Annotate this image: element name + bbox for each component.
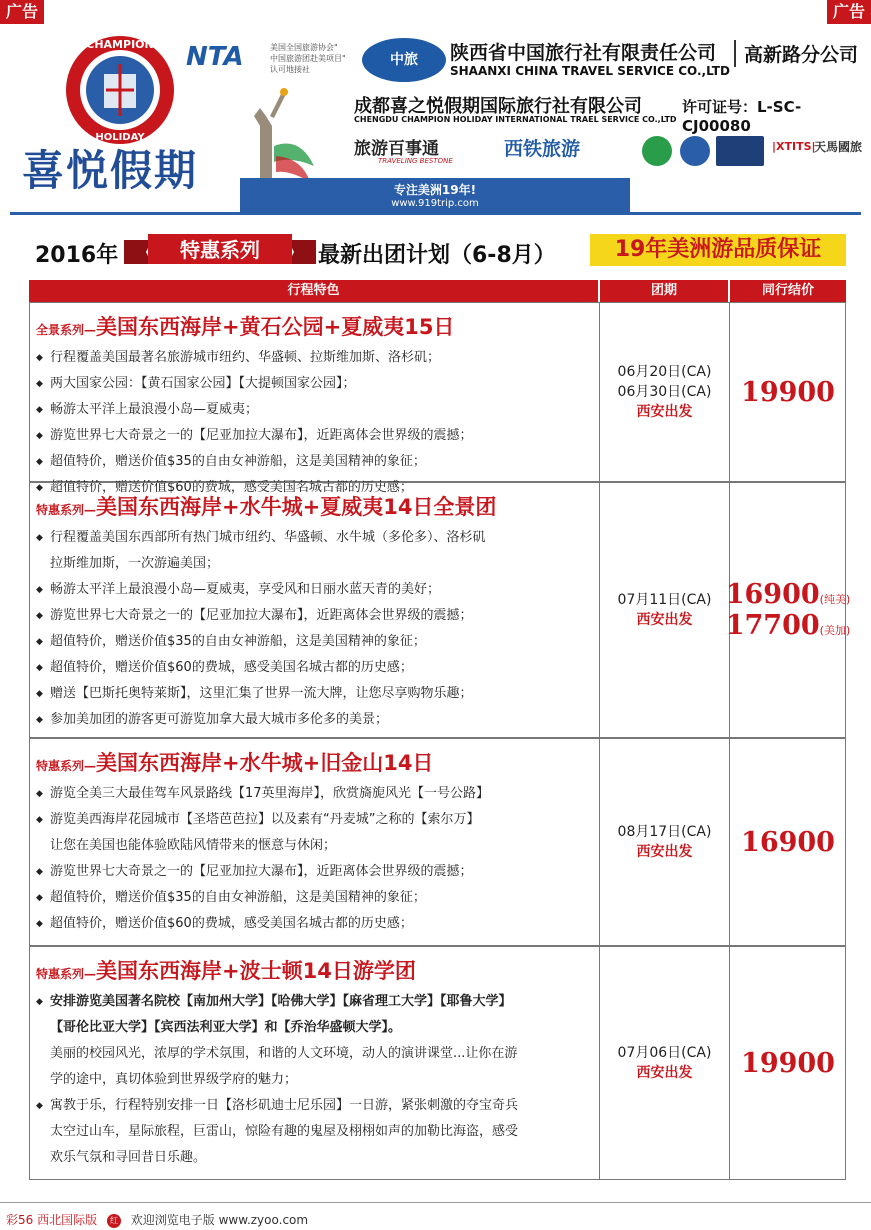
partner-xtits: |XTITS| — [772, 140, 816, 153]
tour-dates — [600, 483, 730, 737]
column-header-dates: 团期 — [600, 280, 728, 302]
cts-emblem: 中旅 — [362, 38, 446, 82]
tour-feature-line: ◆ 安排游览美国著名院校【南加州大学】【哈佛大学】【麻省理工大学】【耶鲁大学】 — [36, 989, 593, 1015]
footer — [6, 1211, 308, 1228]
slogan-url: www.919trip.com — [391, 198, 479, 209]
tour-feature-continuation: 拉斯维加斯，一次游遍美国； — [50, 556, 220, 571]
tour-feature-line: ◆ 游览美西海岸花园城市【圣塔芭芭拉】以及素有“丹麦城”之称的【索尔万】 — [36, 807, 593, 833]
tour-price: 19900 — [741, 376, 835, 408]
footer-divider — [0, 1202, 871, 1203]
ad-label-left: 广告 — [0, 0, 44, 24]
slogan-bar — [240, 178, 630, 214]
tour-feature-line: ◆ 寓教于乐，行程特别安排一日【洛杉矶迪士尼乐园】一日游，紧张刺激的夺宝奇兵 — [36, 1093, 593, 1119]
partner-tianma: 天馬國旅 — [814, 140, 863, 154]
nta-line3: 认可地接社 — [270, 65, 310, 74]
nta-line1: 美国全国旅游协会" — [270, 43, 338, 52]
tour-features — [30, 739, 600, 945]
tour-feature-line: ◆ 行程覆盖美国最著名旅游城市纽约、华盛顿、拉斯维加斯、洛杉矶； — [36, 345, 593, 371]
nta-line2: 中国旅游团赴美项目" — [270, 54, 346, 63]
tour-departure: 西安出发 — [636, 612, 693, 628]
tour-feature-continuation: 太空过山车，星际旅程，巨雷山，惊险有趣的鬼屋及栩栩如声的加勒比海盗，感受 — [50, 1124, 519, 1139]
tour-date: 08月17日(CA) — [617, 824, 712, 840]
license-number: 许可证号：L-SC-CJ00080 — [682, 98, 802, 135]
tour-price-note: (纯美) — [819, 593, 851, 606]
tour-series: 特惠系列— — [36, 759, 97, 773]
tour-name: 美国东西海岸+水牛城+夏威夷14日全景团 — [96, 495, 497, 519]
page-number: 彩56 — [6, 1213, 34, 1227]
tour-price: 19900 — [741, 1047, 835, 1079]
tour-feature-continuation: 【哥伦比亚大学】【宾西法利亚大学】和【乔治华盛顿大学】。 — [50, 1020, 402, 1035]
tour-feature-line: ◆ 游览世界七大奇景之一的【尼亚加拉大瀑布】，近距离体会世界级的震撼； — [36, 423, 593, 449]
slogan-text: 专注美洲19年! — [393, 183, 477, 197]
partner-logo-green-icon — [642, 136, 672, 166]
tour-feature-line: ◆ 超值特价，赠送价值$35的自由女神游船，这是美国精神的象征； — [36, 449, 593, 475]
partner-btbt-sub: TRAVELING BESTONE — [378, 157, 453, 165]
tour-price-cell — [730, 947, 846, 1179]
nta-description — [270, 42, 360, 75]
tour-price-option — [726, 610, 851, 641]
tour-price-cell — [730, 303, 846, 481]
heading-year: 2016年 — [35, 243, 119, 268]
ribbon-label: 特惠系列 — [180, 238, 260, 262]
tour-feature-line: ◆ 游览世界七大奇景之一的【尼亚加拉大瀑布】，近距离体会世界级的震撼； — [36, 603, 593, 629]
tour-title — [36, 747, 593, 777]
tour-series: 全景系列— — [36, 323, 97, 337]
logo-ring-top: CHAMPION — [86, 38, 154, 51]
tour-feature-line: ◆ 超值特价，赠送价值$60的费城，感受美国名城古都的历史感； — [36, 911, 593, 937]
tour-feature-line: ◆ 赠送【巴斯托奥特莱斯】，这里汇集了世界一流大牌，让您尽享购物乐趣； — [36, 681, 593, 707]
tour-feature-continuation: 让您在美国也能体验欧陆风情带来的惬意与休闲； — [50, 838, 337, 853]
tour-features — [30, 483, 600, 737]
statue-of-liberty-icon — [210, 86, 320, 186]
tour-row — [29, 302, 846, 495]
heading-plan: 最新出团计划（6-8月） — [318, 243, 556, 268]
tour-series: 特惠系列— — [36, 967, 97, 981]
tour-date: 06月20日(CA) — [617, 364, 712, 380]
tour-feature-paragraph: 美丽的校园风光，浓厚的学术氛围，和谐的人文环境，动人的演讲课堂...让你在游 — [50, 1046, 518, 1061]
tour-date: 07月06日(CA) — [617, 1045, 712, 1061]
tour-feature-line: ◆ 游览全美三大最佳驾车风景路线【17英里海岸】，欣赏旖旎风光【一号公路】 — [36, 781, 593, 807]
tour-date: 06月30日(CA) — [617, 384, 712, 400]
tour-name: 美国东西海岸+黄石公园+夏威夷15日 — [96, 315, 455, 339]
tour-dates — [600, 739, 730, 945]
tour-feature-line: ◆ 超值特价，赠送价值$60的费城，感受美国名城古都的历史感； — [36, 655, 593, 681]
brand-title: 喜悦假期 — [22, 146, 199, 195]
tour-feature-line: ◆ 畅游太平洋上最浪漫小岛—夏威夷； — [36, 397, 593, 423]
column-header-features: 行程特色 — [29, 280, 598, 302]
tour-feature-line: ◆ 两大国家公园：【黄石国家公园】【大提顿国家公园】； — [36, 371, 593, 397]
tour-price-note: (美加) — [819, 624, 851, 637]
tour-feature-line: ◆ 超值特价，赠送价值$60的费城，感受美国名城古都的历史感； — [36, 475, 593, 501]
tour-departure: 西安出发 — [636, 404, 693, 420]
logo-ring-bottom: HOLIDAY — [95, 132, 145, 143]
tour-price-cell — [725, 483, 851, 737]
tour-dates — [600, 947, 730, 1179]
tour-features — [30, 947, 600, 1179]
badge-icon: 红 — [107, 1214, 121, 1228]
tour-price: 16900 — [725, 579, 820, 610]
tour-row — [29, 738, 846, 946]
tour-feature-line: ◆ 超值特价，赠送价值$35的自由女神游船，这是美国精神的象征； — [36, 629, 593, 655]
tour-series: 特惠系列— — [36, 503, 97, 517]
tour-feature-continuation: 欢乐气氛和寻回昔日乐趣。 — [50, 1150, 207, 1165]
tour-feature-line: ◆ 游览世界七大奇景之一的【尼亚加拉大瀑布】，近距离体会世界级的震撼； — [36, 859, 593, 885]
chengdu-name-en: CHENGDU CHAMPION HOLIDAY INTERNATIONAL TRAEL SERVICE CO.,LTD — [354, 115, 677, 124]
cts-name-cn: 陕西省中国旅行社有限责任公司 — [450, 42, 717, 64]
tour-title — [36, 311, 593, 341]
tour-price-option — [726, 579, 851, 610]
tour-price-cell — [730, 739, 846, 945]
ad-label-right: 广告 — [827, 0, 871, 24]
nta-logo — [186, 38, 356, 82]
tour-title — [36, 491, 593, 521]
cts-name-en: SHAANXI CHINA TRAVEL SERVICE CO.,LTD — [450, 64, 730, 78]
branch-name: 高新路分公司 — [734, 40, 858, 67]
tour-row — [29, 946, 846, 1180]
tour-date: 07月11日(CA) — [617, 592, 712, 608]
tour-title — [36, 955, 593, 985]
header-divider — [10, 212, 861, 215]
tour-departure: 西安出发 — [636, 1065, 693, 1081]
tour-feature-line: ◆ 超值特价，赠送价值$35的自由女神游船，这是美国精神的象征； — [36, 885, 593, 911]
nta-mark: NTA — [186, 42, 244, 72]
tour-feature-line: ◆ 行程覆盖美国东西部所有热门城市纽约、华盛顿、水牛城（多伦多）、洛杉矶 — [36, 525, 593, 551]
section-name: 西北国际版 — [37, 1213, 98, 1227]
tour-feature-line: ◆ 参加美加团的游客更可游览加拿大最大城市多伦多的美景； — [36, 707, 593, 733]
column-header-price: 同行结价 — [730, 280, 846, 302]
tour-feature-paragraph: 学的途中，真切体验到世界级学府的魅力； — [50, 1072, 298, 1087]
chengdu-name-cn: 成都喜之悦假期国际旅行社有限公司 — [354, 96, 642, 117]
tour-name: 美国东西海岸+水牛城+旧金山14日 — [96, 751, 434, 775]
tour-features — [30, 303, 600, 495]
footer-text: 欢迎浏览电子版 www.zyoo.com — [130, 1213, 309, 1227]
tour-price: 17700 — [725, 610, 820, 641]
tour-name: 美国东西海岸+波士顿14日游学团 — [96, 959, 416, 983]
tour-row — [29, 482, 851, 738]
tour-feature-line: ◆ 畅游太平洋上最浪漫小岛—夏威夷，享受风和日丽水蓝天青的美好； — [36, 577, 593, 603]
partner-logo-blue-icon — [680, 136, 710, 166]
partner-xitie: 西铁旅游 — [504, 138, 581, 160]
partner-logo-mountain-icon — [716, 136, 764, 166]
partner-btbt: 旅游百事通 — [354, 139, 439, 159]
tour-dates — [600, 303, 730, 481]
tour-price: 16900 — [741, 826, 835, 858]
champion-globe-logo — [64, 34, 176, 146]
quality-guarantee: 19年美洲游品质保证 — [590, 234, 846, 266]
tour-departure: 西安出发 — [636, 844, 693, 860]
